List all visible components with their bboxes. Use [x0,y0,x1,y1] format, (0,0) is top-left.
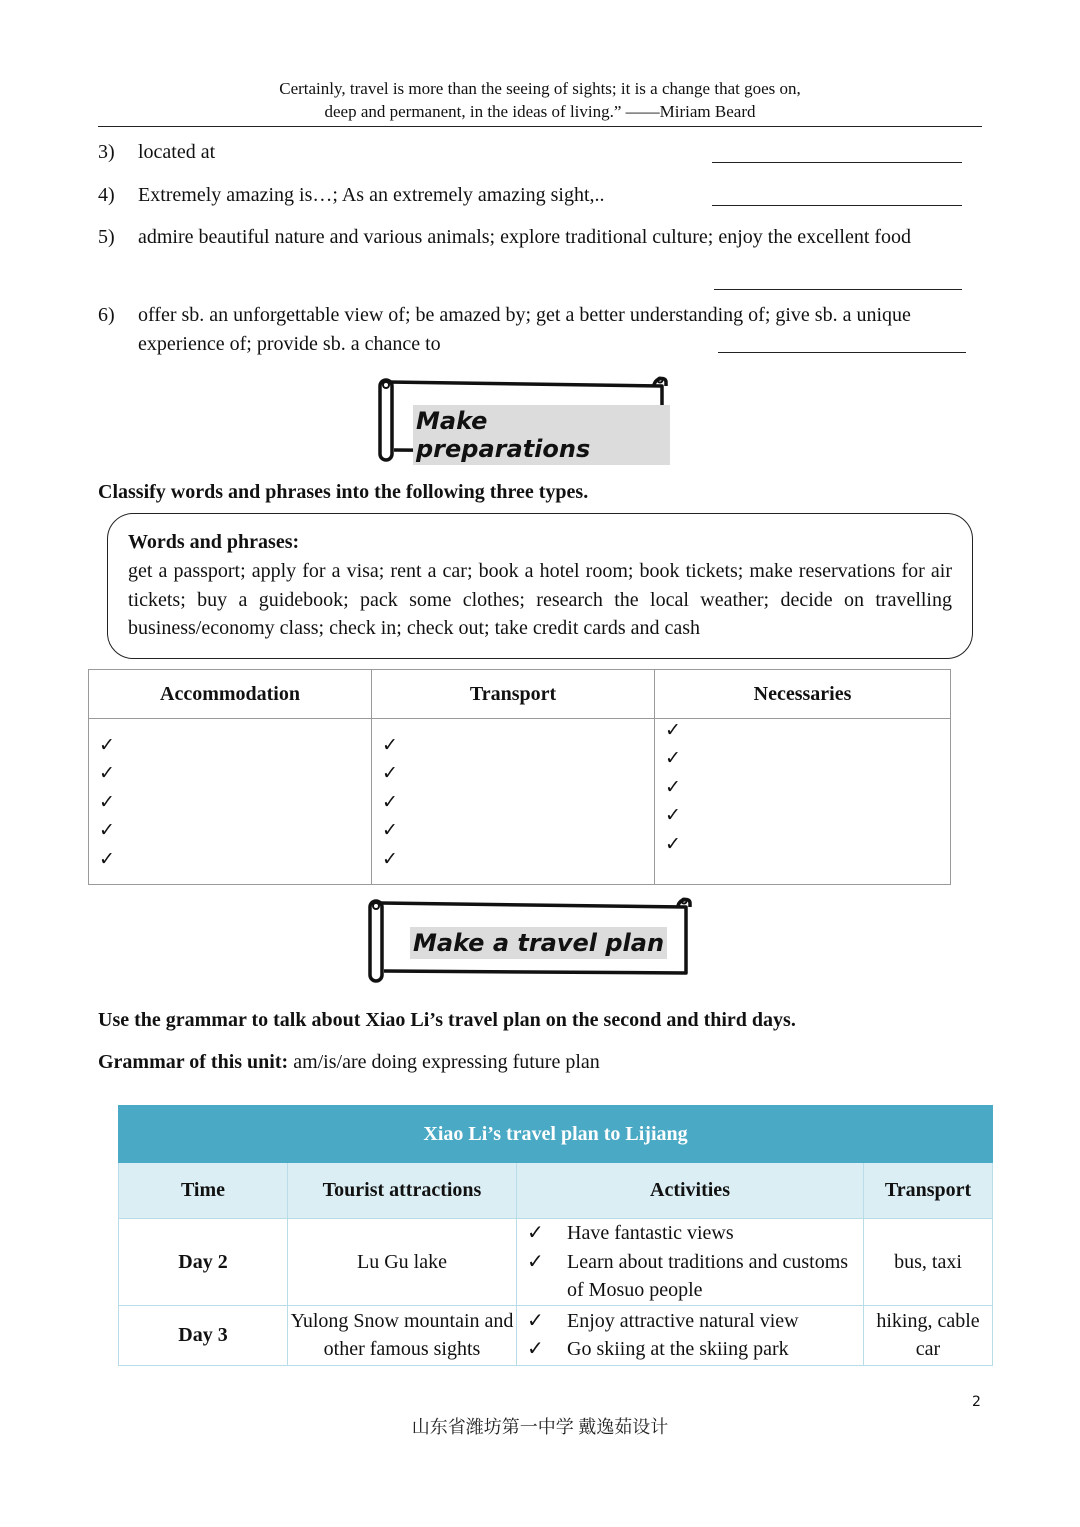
activity-item: ✓ Have fantastic views [527,1219,863,1248]
header-accommodation: Accommodation [89,670,372,719]
grammar-text: am/is/are doing expressing future plan [288,1051,600,1073]
check-icon: ✓ [99,791,115,813]
check-icon: ✓ [665,833,681,855]
exercise-item-3 [98,138,215,167]
banner-label: Make preparations [413,405,670,465]
exercise-item-4 [98,181,605,210]
section-banner-make-preparations [376,372,670,464]
time-cell: Day 2 [119,1219,288,1306]
plan-header-row [119,1163,993,1219]
activity-item: ✓ Learn about traditions and customs of Mosuo people [527,1248,863,1305]
check-icon: ✓ [527,1222,544,1244]
header-quote [98,77,982,123]
page-number: 2 [972,1394,981,1410]
quote-line-2: deep and permanent, in the ideas of living.” ——Miriam Beard [324,102,756,121]
item-text: experience of; provide sb. a chance to [138,333,441,355]
travel-plan-table [118,1105,993,1366]
header-divider [98,126,982,127]
header-activities: Activities [517,1163,864,1219]
check-icon: ✓ [382,848,398,870]
transport-cell: hiking, cable car [864,1305,993,1365]
activities-cell [517,1219,864,1306]
wordbox-title: Words and phrases: [128,531,300,553]
item-number: 6) [98,304,115,326]
exercise-item-6 [98,301,982,359]
answer-blank-5[interactable] [714,289,962,290]
answer-blank-3[interactable] [712,162,962,163]
exercise-item-5 [98,223,911,252]
activities-cell [517,1305,864,1365]
check-icon: ✓ [99,848,115,870]
plan-caption: Xiao Li’s travel plan to Lijiang [119,1106,993,1163]
check-icon: ✓ [382,735,398,756]
header-time: Time [119,1163,288,1219]
check-icon: ✓ [527,1338,544,1360]
item-text: admire beautiful nature and various animals; explore traditional culture; enjoy the excellent food [138,226,912,248]
transport-cell[interactable] [372,719,655,885]
necessaries-cell[interactable] [655,719,951,885]
classify-table [88,669,951,885]
table-row [119,1219,993,1306]
header-tourist-attractions: Tourist attractions [288,1163,517,1219]
item-text: offer sb. an unforgettable view of; be amazed by; get a better understanding of; give sb. a unique [138,304,911,326]
header-necessaries: Necessaries [655,670,951,719]
classify-header-row [89,670,951,719]
wordbox-body: get a passport; apply for a visa; rent a car; book a hotel room; book tickets; make reservations for air tickets; buy a guidebook; pack some clothes; research the local weather; decide on travelling business/economy class; check in; check out; take credit cards and cash [128,560,952,639]
grammar-note [98,1049,600,1075]
plan-instruction: Use the grammar to talk about Xiao Li’s travel plan on the second and third days. [98,1009,796,1031]
item-number: 5) [98,226,115,248]
item-text: located at [138,141,216,163]
attraction-cell: Yulong Snow mountain and other famous sights [288,1305,517,1365]
grammar-label: Grammar of this unit: [98,1051,289,1073]
transport-cell: bus, taxi [864,1219,993,1306]
header-transport: Transport [864,1163,993,1219]
check-icon: ✓ [665,720,681,741]
answer-blank-6[interactable] [718,352,966,353]
check-icon: ✓ [527,1250,544,1273]
accommodation-cell[interactable] [89,719,372,885]
check-icon: ✓ [99,735,115,756]
section-banner-make-a-travel-plan [366,893,694,985]
attraction-cell: Lu Gu lake [288,1219,517,1306]
check-icon: ✓ [99,763,115,785]
item-text: Extremely amazing is…; As an extremely amazing sight,.. [138,184,605,206]
banner-label: Make a travel plan [410,927,667,959]
footer-credit: 山东省潍坊第一中学 戴逸茹设计 [411,1417,669,1437]
activity-item: ✓ Enjoy attractive natural view [527,1307,863,1336]
answer-blank-4[interactable] [712,205,962,206]
plan-caption-row [119,1106,993,1163]
classify-answer-row [89,719,951,885]
header-transport: Transport [372,670,655,719]
activity-item: ✓ Go skiing at the skiing park [527,1335,863,1364]
check-icon: ✓ [665,805,681,827]
check-icon: ✓ [382,791,398,813]
check-icon: ✓ [382,763,398,785]
item-number: 4) [98,184,115,206]
classify-instruction: Classify words and phrases into the following three types. [98,481,589,503]
check-icon: ✓ [665,776,681,798]
words-and-phrases-box [107,513,973,659]
check-icon: ✓ [99,820,115,842]
check-icon: ✓ [382,820,398,842]
check-icon: ✓ [665,748,681,770]
time-cell: Day 3 [119,1305,288,1365]
item-number: 3) [98,141,115,163]
check-icon: ✓ [527,1309,544,1332]
table-row [119,1305,993,1365]
quote-line-1: Certainly, travel is more than the seeing of sights; it is a change that goes on, [279,79,801,98]
